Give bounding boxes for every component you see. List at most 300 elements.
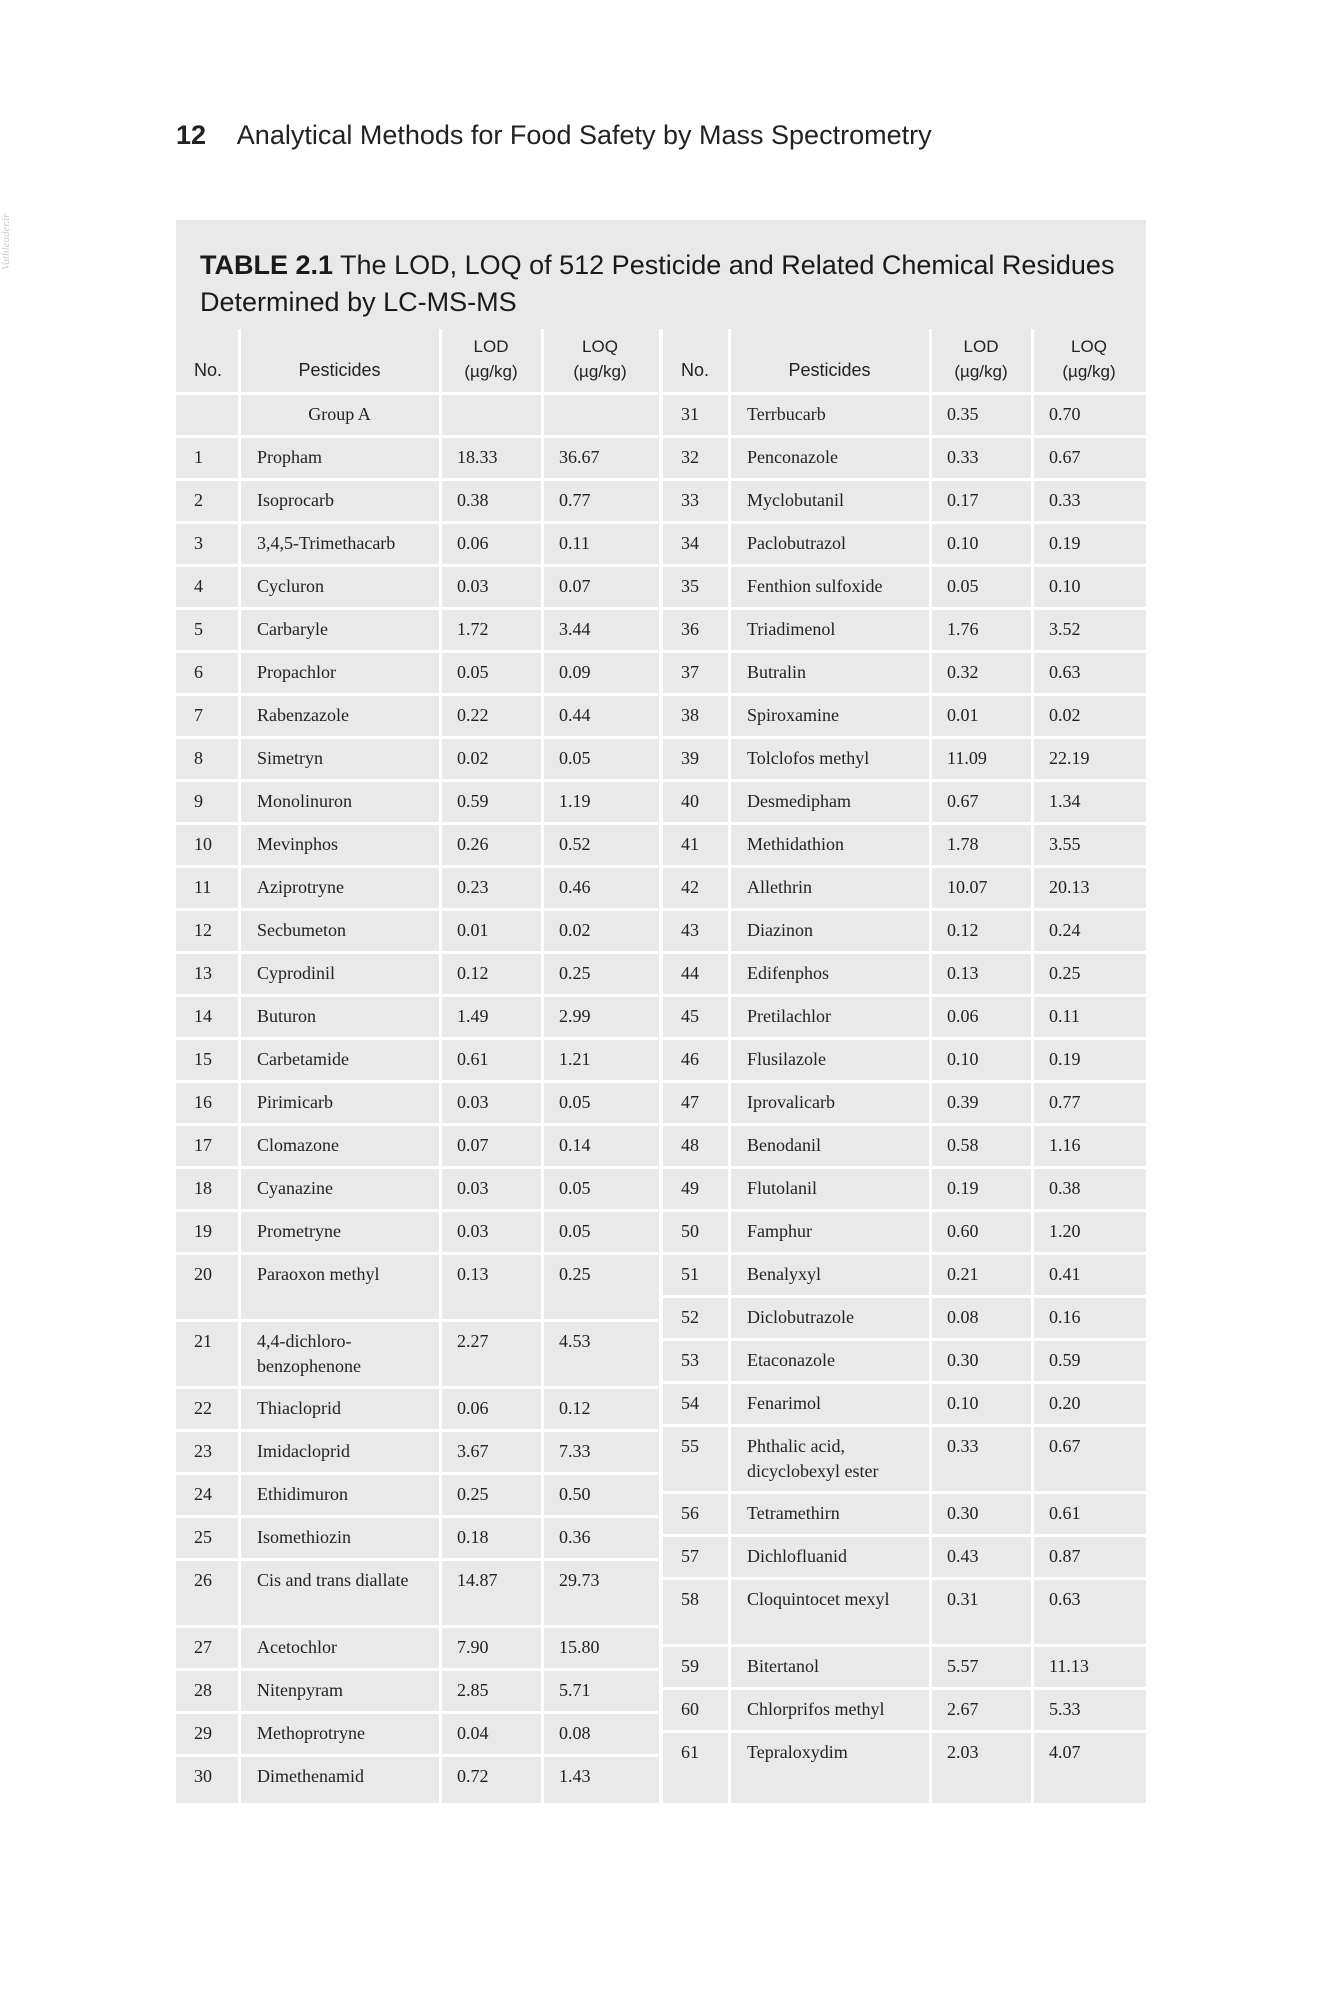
row-lod: 0.23	[457, 877, 489, 897]
row-lod: 0.18	[457, 1527, 489, 1547]
header-lod: LOD	[473, 337, 509, 356]
row-loq: 0.02	[559, 920, 591, 940]
row-lod: 0.26	[457, 834, 489, 854]
row-no: 33	[681, 490, 699, 510]
row-loq: 15.80	[559, 1637, 600, 1657]
row-divider	[663, 478, 1146, 481]
row-loq: 7.33	[559, 1441, 591, 1461]
row-loq: 0.25	[559, 963, 591, 983]
page-number: 12	[176, 120, 207, 150]
row-pesticide: Desmedipham	[747, 791, 851, 811]
row-no: 5	[194, 619, 203, 639]
header-pesticides: Pesticides	[298, 360, 381, 380]
row-loq: 0.63	[1049, 1589, 1081, 1609]
row-loq: 0.05	[559, 748, 591, 768]
row-divider	[663, 822, 1146, 825]
row-no: 47	[681, 1092, 699, 1112]
row-divider	[176, 1080, 658, 1083]
row-no: 37	[681, 662, 699, 682]
row-lod: 0.43	[947, 1546, 979, 1566]
row-loq: 0.67	[1049, 447, 1081, 467]
row-pesticide: Rabenzazole	[257, 705, 349, 725]
row-divider	[176, 1123, 658, 1126]
row-no: 41	[681, 834, 699, 854]
row-pesticide: Myclobutanil	[747, 490, 844, 510]
row-loq: 22.19	[1049, 748, 1090, 768]
row-divider	[663, 1080, 1146, 1083]
row-divider	[663, 1491, 1146, 1494]
row-no: 50	[681, 1221, 699, 1241]
row-loq: 3.52	[1049, 619, 1081, 639]
row-loq: 1.34	[1049, 791, 1081, 811]
row-pesticide: Benodanil	[747, 1135, 821, 1155]
header-loq: LOQ	[582, 337, 618, 356]
row-lod: 0.06	[457, 1398, 489, 1418]
row-pesticide: Spiroxamine	[747, 705, 839, 725]
row-no: 6	[194, 662, 203, 682]
row-loq: 0.08	[559, 1723, 591, 1743]
row-divider	[176, 865, 658, 868]
row-no: 32	[681, 447, 699, 467]
row-divider	[663, 994, 1146, 997]
column-divider	[728, 329, 731, 1803]
row-lod: 2.27	[457, 1331, 489, 1351]
row-pesticide: Triadimenol	[747, 619, 836, 639]
row-loq: 0.77	[1049, 1092, 1081, 1112]
row-divider	[663, 1338, 1146, 1341]
row-no: 24	[194, 1484, 212, 1504]
row-pesticide: Acetochlor	[257, 1637, 337, 1657]
row-lod: 18.33	[457, 447, 498, 467]
row-lod: 2.03	[947, 1742, 979, 1762]
row-lod: 0.21	[947, 1264, 979, 1284]
row-no: 52	[681, 1307, 699, 1327]
row-lod: 0.05	[947, 576, 979, 596]
row-no: 4	[194, 576, 203, 596]
row-no: 13	[194, 963, 212, 983]
table-title: The LOD, LOQ of 512 Pesticide and Related Chemical Residues Determined by LC-MS-MS	[200, 250, 1115, 317]
row-loq: 0.33	[1049, 490, 1081, 510]
row-lod: 0.61	[457, 1049, 489, 1069]
row-divider	[176, 650, 658, 653]
row-lod: 0.10	[947, 533, 979, 553]
row-no: 56	[681, 1503, 699, 1523]
header-pesticides: Pesticides	[788, 360, 871, 380]
row-divider	[663, 564, 1146, 567]
row-loq: 5.71	[559, 1680, 591, 1700]
row-pesticide: Cycluron	[257, 576, 324, 596]
row-divider	[176, 1711, 658, 1714]
row-divider	[663, 1687, 1146, 1690]
row-lod: 2.85	[457, 1680, 489, 1700]
row-loq: 1.21	[559, 1049, 591, 1069]
row-no: 8	[194, 748, 203, 768]
row-no: 54	[681, 1393, 699, 1413]
row-divider	[663, 1209, 1146, 1212]
row-loq: 0.09	[559, 662, 591, 682]
row-no: 1	[194, 447, 203, 467]
row-lod: 0.60	[947, 1221, 979, 1241]
row-no: 45	[681, 1006, 699, 1026]
row-divider	[176, 951, 658, 954]
row-no: 25	[194, 1527, 212, 1547]
row-lod: 0.38	[457, 490, 489, 510]
row-no: 26	[194, 1570, 212, 1590]
row-lod: 0.04	[457, 1723, 489, 1743]
row-divider	[663, 1381, 1146, 1384]
column-divider	[541, 329, 544, 1803]
row-loq: 0.70	[1049, 404, 1081, 424]
row-lod: 0.03	[457, 1092, 489, 1112]
row-divider	[663, 1252, 1146, 1255]
header-lod: LOD	[963, 337, 999, 356]
row-pesticide: Phthalic acid, dicyclobexyl ester	[747, 1436, 879, 1481]
row-lod: 0.06	[457, 533, 489, 553]
row-loq: 0.52	[559, 834, 591, 854]
row-loq: 3.44	[559, 619, 591, 639]
row-lod: 0.01	[457, 920, 489, 940]
row-no: 55	[681, 1436, 699, 1456]
row-lod: 10.07	[947, 877, 988, 897]
row-loq: 0.77	[559, 490, 591, 510]
header-no: No.	[194, 360, 223, 380]
row-divider	[176, 1252, 658, 1255]
row-divider	[663, 1424, 1146, 1427]
row-divider	[176, 564, 658, 567]
row-lod: 0.08	[947, 1307, 979, 1327]
row-divider	[663, 693, 1146, 696]
row-loq: 0.07	[559, 576, 591, 596]
row-loq: 11.13	[1049, 1656, 1089, 1676]
row-lod: 14.87	[457, 1570, 498, 1590]
row-pesticide: Benalyxyl	[747, 1264, 821, 1284]
row-loq: 0.87	[1049, 1546, 1081, 1566]
row-lod: 0.02	[457, 748, 489, 768]
row-pesticide: Paclobutrazol	[747, 533, 846, 553]
row-no: 31	[681, 404, 699, 424]
row-loq: 3.55	[1049, 834, 1081, 854]
row-divider	[176, 1472, 658, 1475]
row-lod: 0.10	[947, 1393, 979, 1413]
row-loq: 4.07	[1049, 1742, 1081, 1762]
row-pesticide: Thiacloprid	[257, 1398, 341, 1418]
row-divider	[176, 435, 658, 438]
row-no: 17	[194, 1135, 212, 1155]
row-loq: 0.14	[559, 1135, 591, 1155]
row-no: 57	[681, 1546, 699, 1566]
row-pesticide: Flusilazole	[747, 1049, 826, 1069]
row-loq: 0.67	[1049, 1436, 1081, 1456]
row-lod: 0.12	[947, 920, 979, 940]
row-divider	[663, 435, 1146, 438]
row-lod: 3.67	[457, 1441, 489, 1461]
row-loq: 0.05	[559, 1092, 591, 1112]
table-label: TABLE 2.1	[200, 250, 334, 280]
row-no: 15	[194, 1049, 212, 1069]
row-lod: 0.13	[947, 963, 979, 983]
header-loq-unit: (µg/kg)	[1062, 362, 1116, 381]
row-no: 21	[194, 1331, 212, 1351]
row-divider	[176, 1515, 658, 1518]
watermark: Vathleader.ir	[0, 213, 12, 270]
row-loq: 0.05	[559, 1221, 591, 1241]
row-divider	[663, 1166, 1146, 1169]
row-divider	[176, 478, 658, 481]
row-divider	[176, 1319, 658, 1322]
header-lod-unit: (µg/kg)	[464, 362, 518, 381]
row-pesticide: Famphur	[747, 1221, 812, 1241]
row-divider	[663, 650, 1146, 653]
row-pesticide: Allethrin	[747, 877, 812, 897]
row-no: 23	[194, 1441, 212, 1461]
row-lod: 0.13	[457, 1264, 489, 1284]
row-no: 44	[681, 963, 699, 983]
data-table	[176, 220, 1146, 1803]
row-no: 29	[194, 1723, 212, 1743]
row-pesticide: Ethidimuron	[257, 1484, 348, 1504]
row-divider	[176, 736, 658, 739]
row-loq: 1.16	[1049, 1135, 1081, 1155]
row-divider	[663, 736, 1146, 739]
row-divider	[176, 1558, 658, 1561]
row-lod: 0.03	[457, 576, 489, 596]
row-lod: 0.31	[947, 1589, 979, 1609]
row-lod: 2.67	[947, 1699, 979, 1719]
row-pesticide: Fenarimol	[747, 1393, 821, 1413]
row-pesticide: Butralin	[747, 662, 806, 682]
header-lod-unit: (µg/kg)	[954, 362, 1008, 381]
row-lod: 0.12	[457, 963, 489, 983]
row-lod: 0.03	[457, 1221, 489, 1241]
header-no: No.	[681, 360, 710, 380]
row-pesticide: Tolclofos methyl	[747, 748, 870, 768]
row-divider	[663, 1534, 1146, 1537]
row-divider	[176, 1037, 658, 1040]
row-no: 2	[194, 490, 203, 510]
row-lod: 0.22	[457, 705, 489, 725]
row-divider	[176, 1209, 658, 1212]
row-lod: 0.10	[947, 1049, 979, 1069]
row-no: 14	[194, 1006, 212, 1026]
row-pesticide: Terrbucarb	[747, 404, 826, 424]
row-no: 53	[681, 1350, 699, 1370]
row-lod: 0.39	[947, 1092, 979, 1112]
row-divider	[176, 607, 658, 610]
row-lod: 0.01	[947, 705, 979, 725]
row-pesticide: Flutolanil	[747, 1178, 818, 1198]
column-divider	[1031, 329, 1034, 1803]
row-lod: 0.33	[947, 447, 979, 467]
group-label: Group A	[308, 404, 371, 424]
row-pesticide: Carbaryle	[257, 619, 328, 639]
row-loq: 0.11	[1049, 1006, 1080, 1026]
row-pesticide: Edifenphos	[747, 963, 829, 983]
row-loq: 20.13	[1049, 877, 1090, 897]
row-no: 61	[681, 1742, 699, 1762]
row-divider	[663, 1123, 1146, 1126]
row-pesticide: Propachlor	[257, 662, 336, 682]
row-pesticide: Cyprodinil	[257, 963, 336, 983]
row-no: 12	[194, 920, 212, 940]
row-loq: 0.36	[559, 1527, 591, 1547]
row-no: 19	[194, 1221, 212, 1241]
row-loq: 0.25	[1049, 963, 1081, 983]
row-divider	[663, 951, 1146, 954]
row-divider	[663, 521, 1146, 524]
row-no: 40	[681, 791, 699, 811]
row-no: 22	[194, 1398, 212, 1418]
row-no: 34	[681, 533, 699, 553]
row-no: 48	[681, 1135, 699, 1155]
row-loq: 0.11	[559, 533, 590, 553]
row-divider	[176, 1754, 658, 1757]
row-pesticide: Nitenpyram	[257, 1680, 343, 1700]
row-divider	[663, 908, 1146, 911]
row-lod: 5.57	[947, 1656, 979, 1676]
row-pesticide: Iprovalicarb	[747, 1092, 835, 1112]
row-loq: 0.38	[1049, 1178, 1081, 1198]
running-title: Analytical Methods for Food Safety by Mass Spectrometry	[236, 120, 932, 150]
row-pesticide: Isomethiozin	[257, 1527, 351, 1547]
row-divider	[663, 607, 1146, 610]
row-divider	[663, 865, 1146, 868]
row-loq: 0.05	[559, 1178, 591, 1198]
row-divider	[176, 779, 658, 782]
row-loq: 0.16	[1049, 1307, 1081, 1327]
row-divider	[176, 693, 658, 696]
row-divider	[176, 1386, 658, 1389]
row-pesticide: Cyanazine	[257, 1178, 333, 1198]
row-pesticide: Clomazone	[257, 1135, 339, 1155]
row-pesticide: Carbetamide	[257, 1049, 349, 1069]
row-divider	[663, 392, 1146, 395]
row-lod: 0.58	[947, 1135, 979, 1155]
row-lod: 7.90	[457, 1637, 489, 1657]
row-loq: 0.41	[1049, 1264, 1081, 1284]
row-lod: 0.03	[457, 1178, 489, 1198]
row-no: 28	[194, 1680, 212, 1700]
row-divider	[663, 1730, 1146, 1733]
row-lod: 0.17	[947, 490, 979, 510]
row-no: 59	[681, 1656, 699, 1676]
row-lod: 0.32	[947, 662, 979, 682]
row-pesticide: Penconazole	[747, 447, 838, 467]
row-pesticide: Pretilachlor	[747, 1006, 831, 1026]
row-divider	[663, 1644, 1146, 1647]
row-no: 38	[681, 705, 699, 725]
row-pesticide: Isoprocarb	[257, 490, 334, 510]
row-lod: 0.67	[947, 791, 979, 811]
row-lod: 0.35	[947, 404, 979, 424]
row-pesticide: Methoprotryne	[257, 1723, 365, 1743]
column-divider	[660, 329, 663, 1803]
row-lod: 1.76	[947, 619, 979, 639]
row-pesticide: Secbumeton	[257, 920, 346, 940]
row-pesticide: Mevinphos	[257, 834, 338, 854]
row-pesticide: Buturon	[257, 1006, 317, 1026]
row-lod: 11.09	[947, 748, 987, 768]
row-pesticide: Imidacloprid	[257, 1441, 350, 1461]
row-pesticide: Bitertanol	[747, 1656, 819, 1676]
row-pesticide: Paraoxon methyl	[257, 1264, 380, 1284]
row-pesticide: Methidathion	[747, 834, 844, 854]
row-pesticide: Fenthion sulfoxide	[747, 576, 883, 596]
row-no: 9	[194, 791, 203, 811]
row-loq: 1.19	[559, 791, 591, 811]
row-no: 49	[681, 1178, 699, 1198]
row-no: 51	[681, 1264, 699, 1284]
row-lod: 0.05	[457, 662, 489, 682]
row-no: 39	[681, 748, 699, 768]
row-no: 42	[681, 877, 699, 897]
row-pesticide: Tetramethirn	[747, 1503, 840, 1523]
row-lod: 1.78	[947, 834, 979, 854]
row-lod: 0.25	[457, 1484, 489, 1504]
row-loq: 0.10	[1049, 576, 1081, 596]
row-loq: 36.67	[559, 447, 600, 467]
row-no: 43	[681, 920, 699, 940]
row-no: 16	[194, 1092, 212, 1112]
row-loq: 0.20	[1049, 1393, 1081, 1413]
column-divider	[439, 329, 442, 1803]
row-pesticide: Propham	[257, 447, 322, 467]
row-no: 60	[681, 1699, 699, 1719]
row-divider	[176, 1429, 658, 1432]
row-loq: 0.63	[1049, 662, 1081, 682]
row-loq: 0.19	[1049, 1049, 1081, 1069]
row-loq: 4.53	[559, 1331, 591, 1351]
row-divider	[176, 822, 658, 825]
row-no: 11	[194, 877, 212, 897]
row-no: 58	[681, 1589, 699, 1609]
row-no: 30	[194, 1766, 212, 1786]
table-caption	[200, 247, 1120, 321]
row-loq: 0.50	[559, 1484, 591, 1504]
row-divider	[663, 1577, 1146, 1580]
row-lod: 0.72	[457, 1766, 489, 1786]
running-head	[176, 120, 932, 151]
row-divider	[176, 521, 658, 524]
row-divider	[176, 1625, 658, 1628]
row-pesticide: Diclobutrazole	[747, 1307, 854, 1327]
row-pesticide: Simetryn	[257, 748, 323, 768]
table-grid	[176, 329, 1146, 1803]
row-pesticide: Chlorprifos methyl	[747, 1699, 885, 1719]
row-divider	[663, 1037, 1146, 1040]
row-loq: 2.99	[559, 1006, 591, 1026]
row-pesticide: Monolinuron	[257, 791, 353, 811]
row-pesticide: Diazinon	[747, 920, 813, 940]
row-no: 20	[194, 1264, 212, 1284]
row-no: 35	[681, 576, 699, 596]
header-loq: LOQ	[1071, 337, 1107, 356]
row-lod: 1.72	[457, 619, 489, 639]
row-lod: 0.07	[457, 1135, 489, 1155]
row-divider	[176, 1166, 658, 1169]
row-divider	[663, 1295, 1146, 1298]
row-divider	[176, 994, 658, 997]
column-divider	[238, 329, 241, 1803]
row-loq: 0.25	[559, 1264, 591, 1284]
row-no: 7	[194, 705, 203, 725]
row-no: 36	[681, 619, 699, 639]
row-divider	[176, 908, 658, 911]
row-loq: 1.43	[559, 1766, 591, 1786]
row-loq: 0.44	[559, 705, 591, 725]
row-loq: 0.19	[1049, 533, 1081, 553]
row-loq: 1.20	[1049, 1221, 1081, 1241]
row-no: 46	[681, 1049, 699, 1069]
